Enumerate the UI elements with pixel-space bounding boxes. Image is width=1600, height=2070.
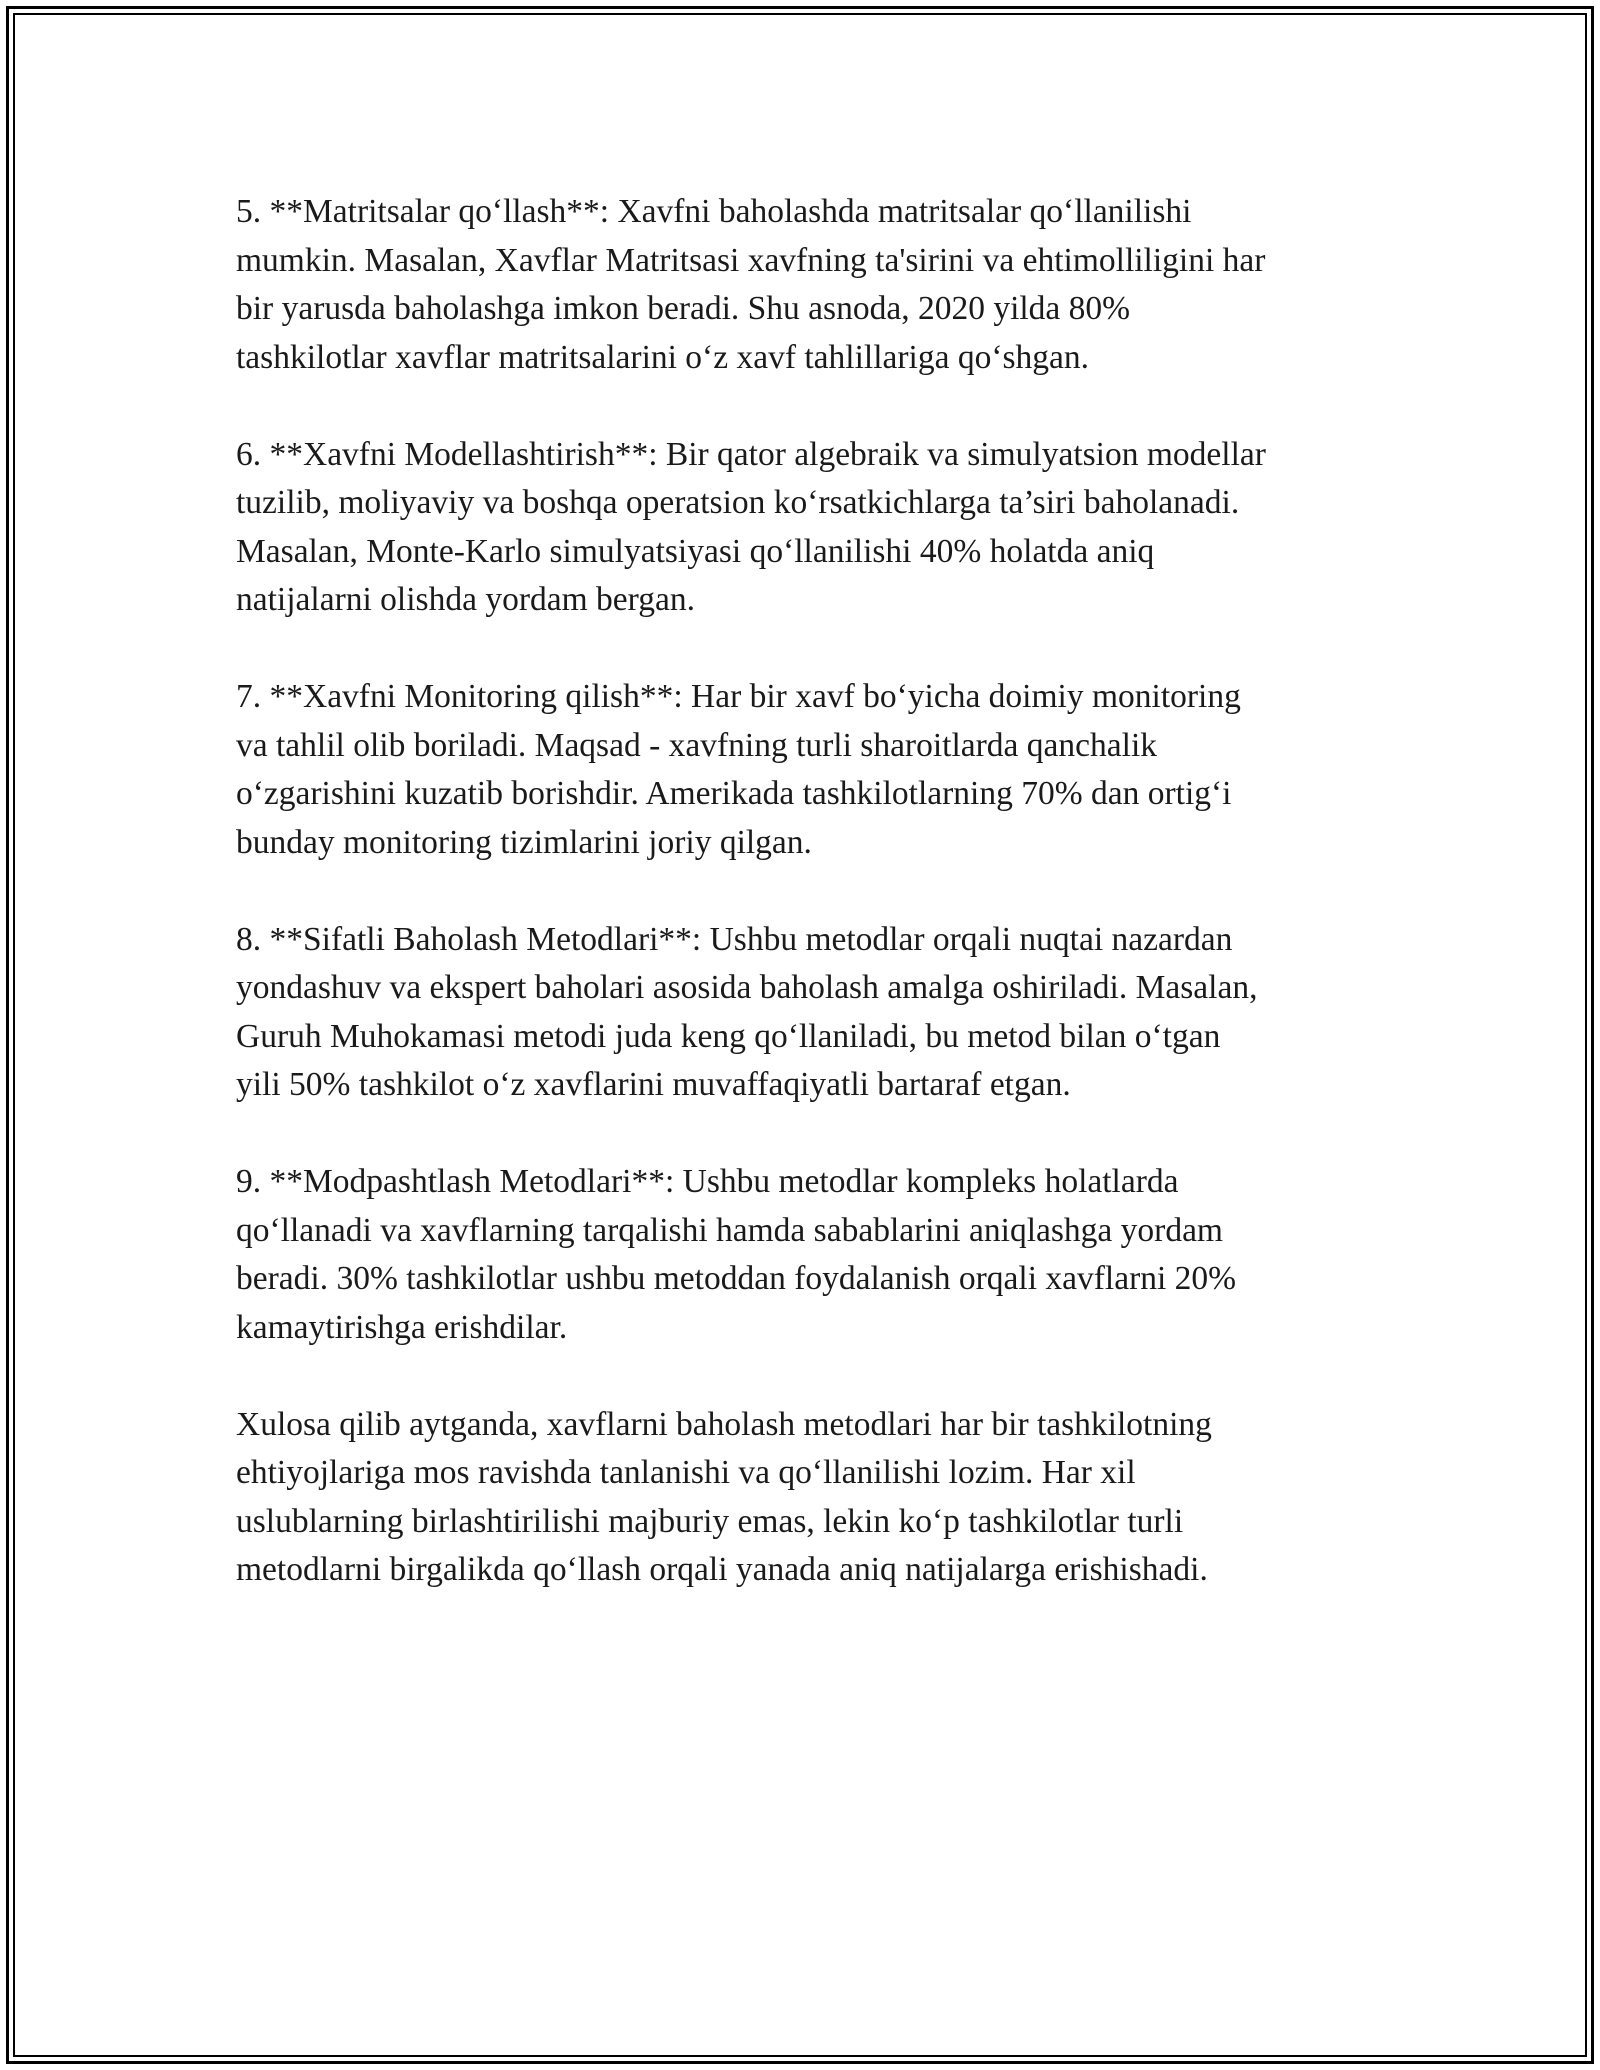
paragraph-sifatli-baholash (236, 916, 1386, 1110)
text-line: mumkin. Masalan, Xavflar Matritsasi xavfning ta'sirini va ehtimolliligini har (236, 241, 1266, 279)
text-line: bunday monitoring tizimlarini joriy qilgan. (236, 823, 812, 861)
text-line: ehtiyojlariga mos ravishda tanlanishi va qo‘llanilishi lozim. Har xil (236, 1454, 1136, 1491)
text-line: qo‘llanadi va xavflarning tarqalishi hamda sabablarini aniqlashga yordam (236, 1211, 1223, 1249)
text-line: 5. **Matritsalar qo‘llash**: Xavfni baholashda matritsalar qo‘llanilishi (236, 193, 1192, 230)
text-line: Masalan, Monte-Karlo simulyatsiyasi qo‘llanilishi 40% holatda aniq (236, 532, 1155, 570)
text-line: natijalarni olishda yordam bergan. (236, 581, 695, 618)
text-line: Xulosa qilib aytganda, xavflarni baholash metodlari har bir tashkilotning (236, 1405, 1212, 1443)
text-line: 7. **Xavfni Monitoring qilish**: Har bir xavf bo‘yicha doimiy monitoring (236, 678, 1241, 715)
text-line: o‘zgarishini kuzatib borishdir. Amerikada tashkilotlarning 70% dan ortig‘i (236, 775, 1232, 812)
text-line: 8. **Sifatli Baholash Metodlari**: Ushbu metodlar orqali nuqtai nazardan (236, 920, 1233, 958)
text-line: kamaytirishga erishdilar. (236, 1308, 568, 1346)
text-line: tuzilib, moliyaviy va boshqa operatsion ko‘rsatkichlarga ta’siri baholanadi. (236, 484, 1240, 521)
paragraph-modpashtlash (236, 1158, 1386, 1352)
paragraph-xulosa (236, 1401, 1386, 1595)
text-line: Guruh Muhokamasi metodi juda keng qo‘llaniladi, bu metod bilan o‘tgan (236, 1017, 1221, 1055)
text-line: metodlarni birgalikda qo‘llash orqali yanada aniq natijalarga erishishadi. (236, 1551, 1208, 1588)
text-line: tashkilotlar xavflar matritsalarini o‘z xavf tahlillariga qo‘shgan. (236, 338, 1090, 376)
paragraph-monitoring (236, 673, 1386, 867)
text-line: 9. **Modpashtlash Metodlari**: Ushbu metodlar kompleks holatlarda (236, 1163, 1179, 1200)
paragraph-matritsalar (236, 188, 1386, 382)
document-body (236, 188, 1386, 1643)
text-line: 6. **Xavfni Modellashtirish**: Bir qator algebraik va simulyatsion modellar (236, 435, 1266, 473)
text-line: uslublarning birlashtirilishi majburiy emas, lekin ko‘p tashkilotlar turli (236, 1502, 1184, 1540)
text-line: yondashuv va ekspert baholari asosida baholash amalga oshiriladi. Masalan, (236, 969, 1258, 1006)
text-line: yili 50% tashkilot o‘z xavflarini muvaffaqiyatli bartaraf etgan. (236, 1066, 1071, 1103)
text-line: beradi. 30% tashkilotlar ushbu metoddan foydalanish orqali xavflarni 20% (236, 1260, 1237, 1297)
text-line: va tahlil olib boriladi. Maqsad - xavfning turli sharoitlarda qanchalik (236, 726, 1158, 764)
text-line: bir yarusda baholashga imkon beradi. Shu asnoda, 2020 yilda 80% (236, 290, 1131, 327)
paragraph-modellashtirish (236, 431, 1386, 625)
